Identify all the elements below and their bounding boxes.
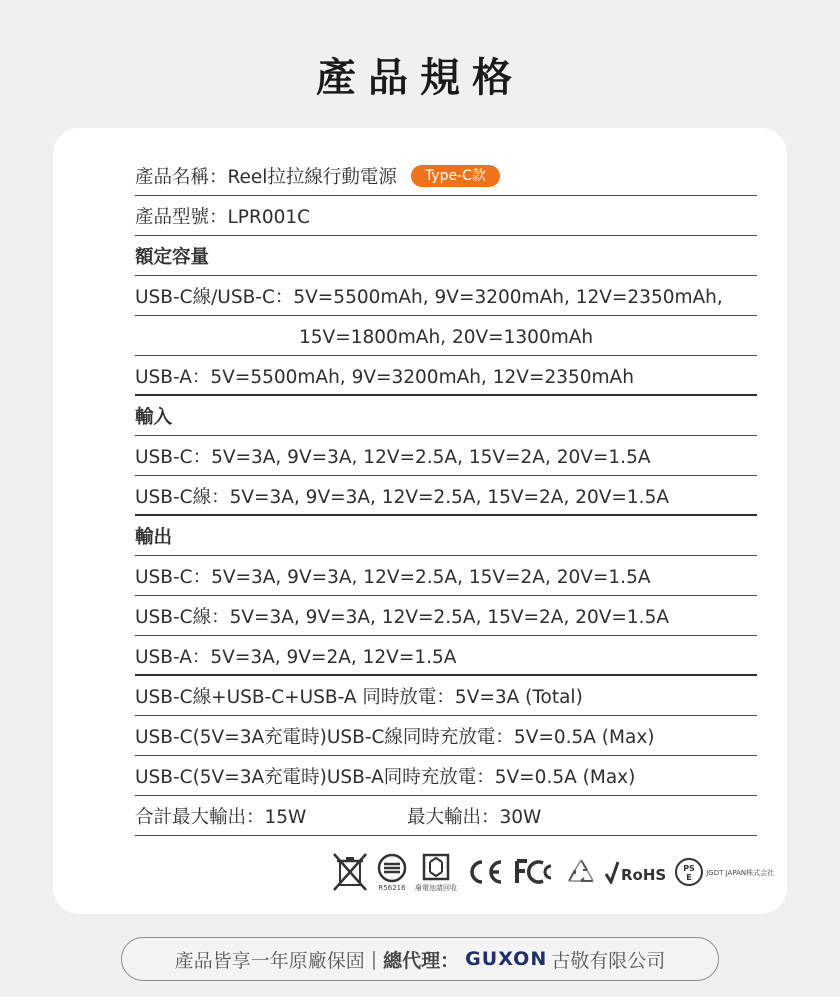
- recycle-caption: 廢電池請回收: [415, 883, 457, 892]
- divider: [135, 275, 757, 276]
- capacity-usbc-line1: USB-C線/USB-C：5V=5500mAh, 9V=3200mAh, 12V=2350mAh,: [135, 287, 723, 308]
- divider: [135, 835, 757, 836]
- section-divider: [135, 394, 757, 396]
- spec-row-output-power: [135, 798, 757, 838]
- type-c-badge: Type-C款: [411, 165, 500, 187]
- input-usbc-cable: USB-C線：5V=3A, 9V=3A, 12V=2.5A, 15V=2A, 20V=1.5A: [135, 487, 669, 508]
- company-name: 古敬有限公司: [551, 949, 666, 972]
- max-output: 最大輸出：30W: [407, 807, 542, 828]
- divider: [135, 795, 757, 796]
- divider: [135, 715, 757, 716]
- capacity-usba: USB-A：5V=5500mAh, 9V=3200mAh, 12V=2350mAh: [135, 367, 634, 388]
- divider: [135, 315, 757, 316]
- divider: [135, 555, 757, 556]
- divider: [135, 595, 757, 596]
- divider: [135, 635, 757, 636]
- input-heading: 輸入: [135, 407, 173, 428]
- pse-caption: JGDT JAPAN株式会社: [706, 868, 775, 877]
- passthrough-usba: USB-C(5V=3A充電時)USB-A同時充放電：5V=0.5A (Max): [135, 767, 636, 788]
- output-usbc-cable: USB-C線：5V=3A, 9V=3A, 12V=2.5A, 15V=2A, 20V=1.5A: [135, 607, 669, 628]
- recycle-arrows-icon: [420, 852, 452, 882]
- rohs-label: RoHS: [621, 866, 667, 884]
- output-usba: USB-A：5V=3A, 9V=2A, 12V=1.5A: [135, 647, 457, 668]
- battery-recycle-mark: [415, 852, 457, 893]
- divider: [135, 195, 757, 196]
- bsmi-mark: [377, 853, 407, 892]
- weee-bin-icon: [331, 851, 369, 893]
- section-divider: [135, 674, 757, 676]
- divider: [135, 475, 757, 476]
- svg-text:E: E: [686, 873, 692, 882]
- section-divider: [135, 514, 757, 516]
- output-usbc: USB-C：5V=3A, 9V=3A, 12V=2.5A, 15V=2A, 20V=1.5A: [135, 567, 651, 588]
- recycling-icon: [565, 857, 597, 887]
- spec-card: [53, 128, 787, 914]
- warranty-footer: [121, 937, 719, 981]
- output-heading: 輸出: [135, 527, 173, 548]
- footer-separator: |: [370, 948, 378, 970]
- pse-mark: [674, 857, 774, 887]
- svg-text:PS: PS: [683, 864, 696, 873]
- rohs-mark: [605, 860, 666, 884]
- simultaneous-total: USB-C線+USB-C+USB-A 同時放電：5V=3A (Total): [135, 687, 583, 708]
- spec-row-product-name: [135, 158, 757, 198]
- product-name: 產品名稱：Reel拉拉線行動電源: [135, 167, 397, 188]
- bsmi-icon: [377, 853, 407, 883]
- input-usbc: USB-C：5V=3A, 9V=3A, 12V=2.5A, 15V=2A, 20V=1.5A: [135, 447, 651, 468]
- passthrough-usbc-cable: USB-C(5V=3A充電時)USB-C線同時充放電：5V=0.5A (Max): [135, 727, 655, 748]
- total-max-output: 合計最大輸出：15W: [135, 807, 307, 828]
- divider: [135, 755, 757, 756]
- guxon-logo: GUXON: [465, 948, 548, 970]
- spec-row-model: 產品型號：LPR001C: [135, 207, 311, 228]
- warranty-text: 產品皆享一年原廠保固: [174, 949, 365, 972]
- divider: [135, 435, 757, 436]
- capacity-heading: 額定容量: [135, 247, 210, 268]
- ce-mark-icon: [465, 857, 505, 887]
- agent-label: 總代理：: [383, 949, 460, 972]
- capacity-usbc-line2: 15V=1800mAh, 20V=1300mAh: [299, 327, 594, 348]
- divider: [135, 235, 757, 236]
- rohs-check-icon: [605, 860, 619, 884]
- divider: [135, 355, 757, 356]
- certification-marks: [331, 848, 774, 896]
- page-title: 產品規格: [316, 55, 524, 101]
- pse-icon: [674, 857, 704, 887]
- fcc-mark-icon: [513, 857, 557, 887]
- bsmi-code: R56216: [378, 883, 406, 892]
